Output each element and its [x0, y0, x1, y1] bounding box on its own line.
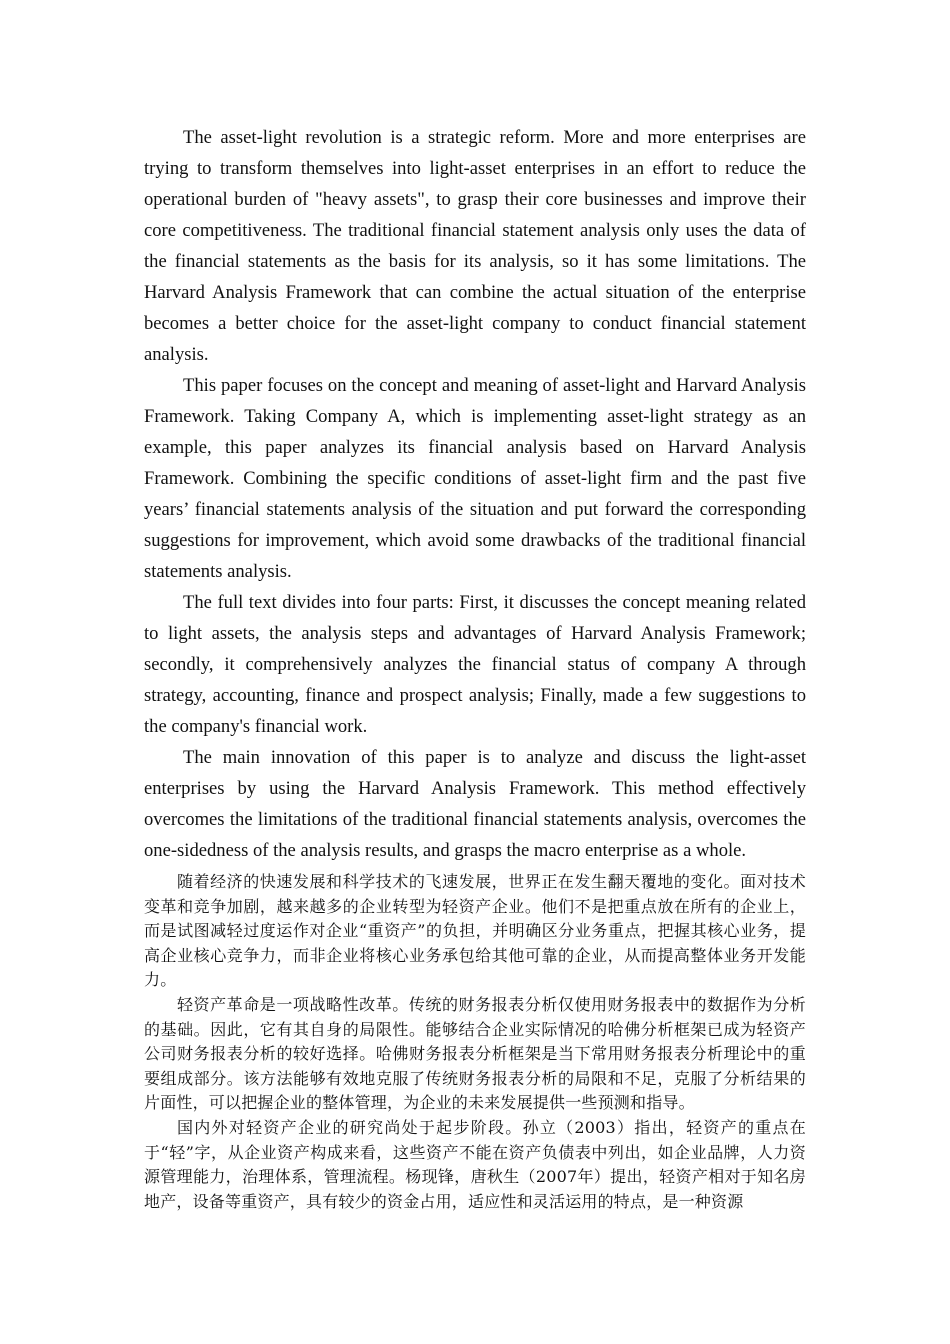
- paragraph: 随着经济的快速发展和科学技术的飞速发展，世界正在发生翻天覆地的变化。面对技术变革和竞争加剧，越来越多的企业转型为轻资产企业。他们不是把重点放在所有的企业上，而是试图减轻过度运作对企业“重资产”的负担，并明确区分业务重点，把握其核心业务，提高企业核心竞争力，而非企业将核心业务承包给其他可靠的企业，从而提高整体业务开发能力。: [144, 872, 806, 990]
- paragraph: 国内外对轻资产企业的研究尚处于起步阶段。孙立（2003）指出，轻资产的重点在于“轻”字，从企业资产构成来看，这些资产不能在资产负债表中列出，如企业品牌，人力资源管理能力，治理体系，管理流程。杨现锋，唐秋生（2007年）提出，轻资产相对于知名房地产，设备等重资产，具有较少的资金占用，适应性和灵活运用的特点，是一种资源: [144, 1117, 806, 1211]
- english-abstract: [144, 122, 806, 866]
- document-page: [144, 122, 806, 1214]
- chinese-body: [144, 870, 806, 1214]
- paragraph: The asset-light revolution is a strategic reform. More and more enterprises are trying to transform themselves into light-asset enterprises in an effort to reduce the operational burden of "heavy assets", to grasp their core businesses and improve their core competitiveness. The traditional financial statement analysis only uses the data of the financial statements as the basis for its analysis, so it has some limitations. The Harvard Analysis Framework that can combine the actual situation of the enterprise becomes a better choice for the asset-light company to conduct financial statement analysis.: [144, 127, 806, 365]
- paragraph: This paper focuses on the concept and meaning of asset-light and Harvard Analysis Framework. Taking Company A, which is implementing asset-light strategy as an example, this paper analyzes its financial analysis based on Harvard Analysis Framework. Combining the specific conditions of asset-light firm and the past five years’ financial statements analysis of the situation and put forward the corresponding suggestions for improvement, which avoid some drawbacks of the traditional financial statements analysis.: [144, 375, 806, 582]
- paragraph: 轻资产革命是一项战略性改革。传统的财务报表分析仅使用财务报表中的数据作为分析的基础。因此，它有其自身的局限性。能够结合企业实际情况的哈佛分析框架已成为轻资产公司财务报表分析的较好选择。哈佛财务报表分析框架是当下常用财务报表分析理论中的重要组成部分。该方法能够有效地克服了传统财务报表分析的局限和不足，克服了分析结果的片面性，可以把握企业的整体管理，为企业的未来发展提供一些预测和指导。: [144, 994, 806, 1113]
- paragraph: The full text divides into four parts: First, it discusses the concept meaning related to light assets, the analysis steps and advantages of Harvard Analysis Framework; secondly, it comprehensively analyzes the financial status of company A through strategy, accounting, finance and prospect analysis; Finally, made a few suggestions to the company's financial work.: [144, 592, 806, 737]
- paragraph: The main innovation of this paper is to analyze and discuss the light-asset enterprises by using the Harvard Analysis Framework. This method effectively overcomes the limitations of the traditional financial statements analysis, overcomes the one-sidedness of the analysis results, and grasps the macro enterprise as a whole.: [144, 747, 806, 861]
